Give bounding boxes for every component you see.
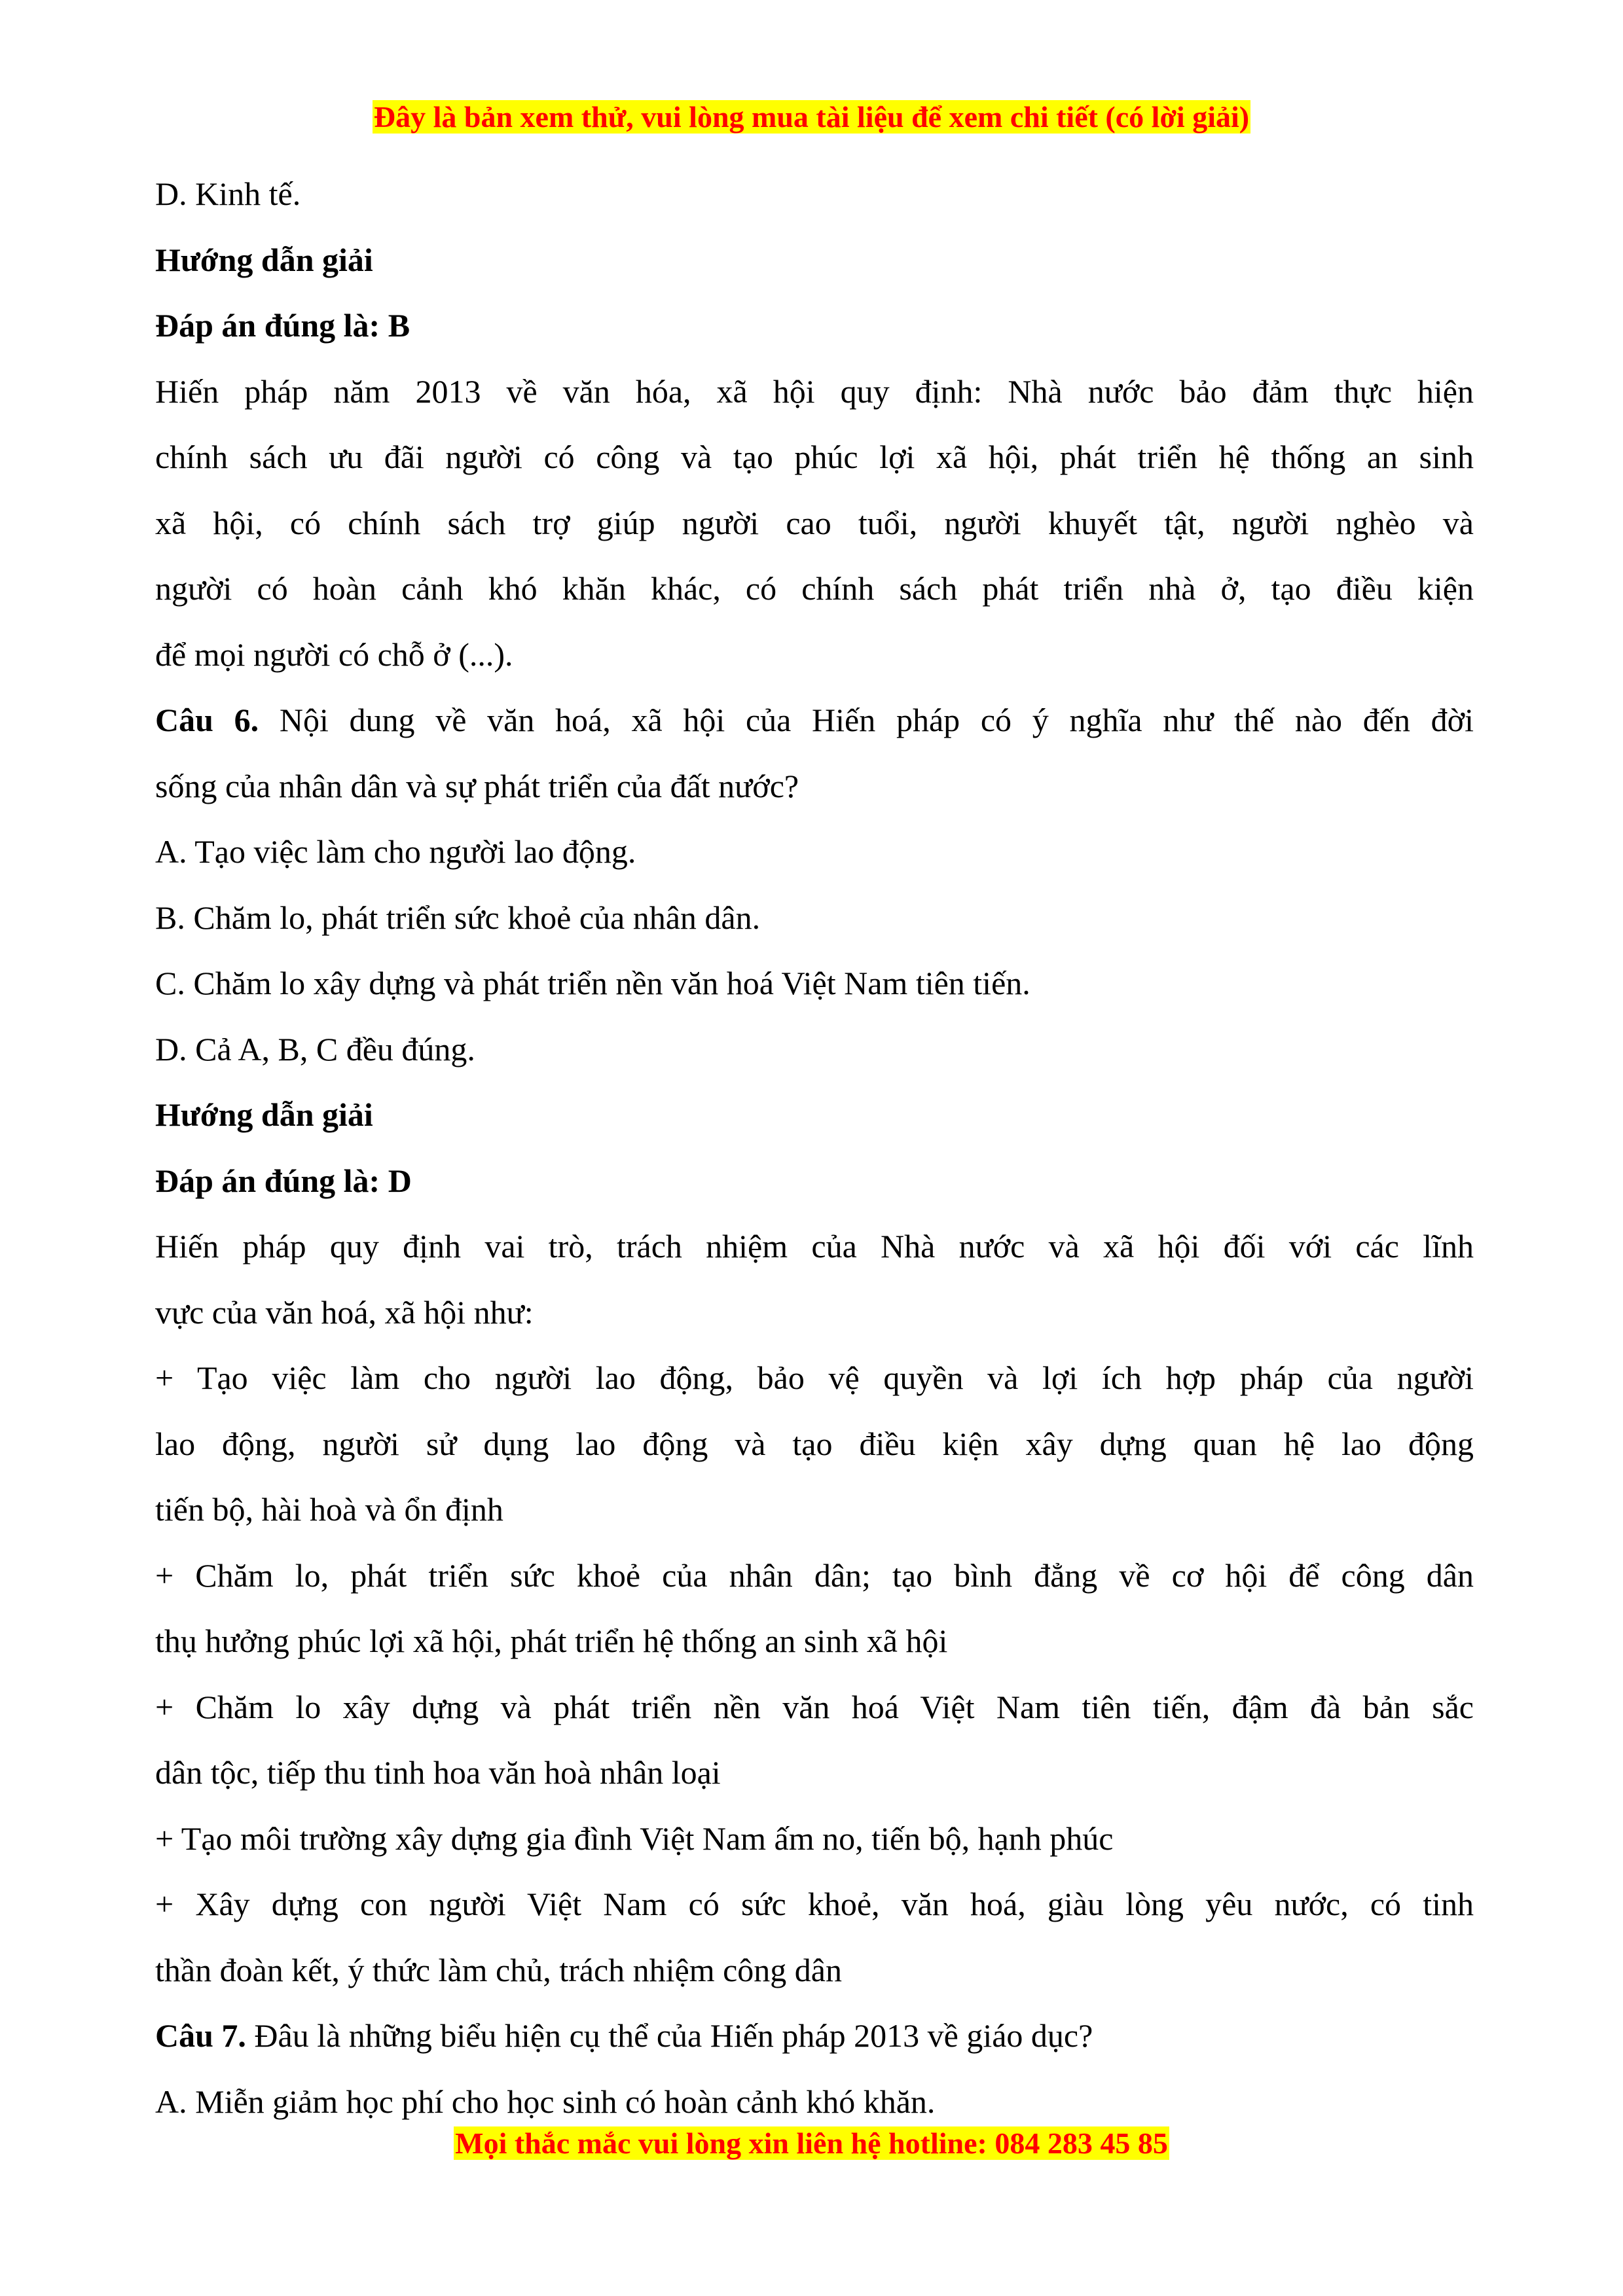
hotline-text: Mọi thắc mắc vui lòng xin liên hệ hotline: 084 283 45 85 [455, 2126, 1168, 2160]
answer-line: Đáp án đúng là: B [155, 307, 410, 344]
question-7-text: Đâu là những biểu hiện cụ thể của Hiến pháp 2013 về giáo dục? [246, 2017, 1093, 2054]
preview-notice-banner [0, 98, 1623, 136]
explanation-line: để mọi người có chỗ ở (...). [155, 636, 513, 673]
explanation-line: xã hội, có chính sách trợ giúp người cao tuổi, người khuyết tật, người nghèo và [155, 504, 1474, 541]
explanation-line: Hiến pháp quy định vai trò, trách nhiệm của Nhà nước và xã hội đối với các lĩnh [155, 1228, 1474, 1265]
explanation-line: + Chăm lo, phát triển sức khoẻ của nhân dân; tạo bình đẳng về cơ hội để công dân [155, 1556, 1474, 1594]
explanation-line: thụ hưởng phúc lợi xã hội, phát triển hệ thống an sinh xã hội [155, 1623, 948, 1659]
explanation-line: dân tộc, tiếp thu tinh hoa văn hoà nhân loại [155, 1754, 721, 1791]
guide-heading: Hướng dẫn giải [155, 1096, 373, 1133]
option-a: A. Miễn giảm học phí cho học sinh có hoàn cảnh khó khăn. [155, 2083, 936, 2120]
option-d-prev: D. Kinh tế. [155, 175, 301, 212]
question-6-line-2: sống của nhân dân và sự phát triển của đất nước? [155, 767, 799, 804]
document-body [155, 161, 1474, 2134]
option-c: C. Chăm lo xây dựng và phát triển nền văn hoá Việt Nam tiên tiến. [155, 965, 1030, 1001]
question-6-text: Nội dung về văn hoá, xã hội của Hiến pháp có ý nghĩa như thế nào đến đời [259, 702, 1474, 738]
explanation-line: lao động, người sử dụng lao động và tạo điều kiện xây dựng quan hệ lao động [155, 1425, 1474, 1462]
question-7-label: Câu 7. [155, 2017, 246, 2054]
hotline-banner [0, 2125, 1623, 2162]
explanation-line: + Tạo việc làm cho người lao động, bảo vệ quyền và lợi ích hợp pháp của người [155, 1359, 1474, 1396]
explanation-line: tiến bộ, hài hoà và ổn định [155, 1491, 503, 1528]
explanation-line: vực của văn hoá, xã hội như: [155, 1293, 534, 1331]
question-7-line [155, 2003, 1474, 2069]
preview-notice-text: Đây là bản xem thử, vui lòng mua tài liệu để xem chi tiết (có lời giải) [373, 100, 1250, 134]
option-a: A. Tạo việc làm cho người lao động. [155, 833, 636, 870]
explanation-line: thần đoàn kết, ý thức làm chủ, trách nhiệm công dân [155, 1951, 842, 1988]
explanation-line: Hiến pháp năm 2013 về văn hóa, xã hội quy định: Nhà nước bảo đảm thực hiện [155, 372, 1474, 410]
answer-line: Đáp án đúng là: D [155, 1162, 412, 1199]
option-b: B. Chăm lo, phát triển sức khoẻ của nhân dân. [155, 899, 761, 936]
question-6-line-1 [155, 687, 1474, 753]
guide-heading: Hướng dẫn giải [155, 241, 373, 278]
explanation-line: chính sách ưu đãi người có công và tạo phúc lợi xã hội, phát triển hệ thống an sinh [155, 439, 1474, 475]
explanation-line: + Xây dựng con người Việt Nam có sức khoẻ, văn hoá, giàu lòng yêu nước, có tinh [155, 1886, 1474, 1922]
option-d: D. Cả A, B, C đều đúng. [155, 1030, 475, 1067]
explanation-line: + Chăm lo xây dựng và phát triển nền văn hoá Việt Nam tiên tiến, đậm đà bản sắc [155, 1688, 1474, 1725]
question-6-label: Câu 6. [155, 702, 259, 738]
explanation-line: + Tạo môi trường xây dựng gia đình Việt Nam ấm no, tiến bộ, hạnh phúc [155, 1820, 1114, 1857]
explanation-line: người có hoàn cảnh khó khăn khác, có chính sách phát triển nhà ở, tạo điều kiện [155, 570, 1474, 607]
